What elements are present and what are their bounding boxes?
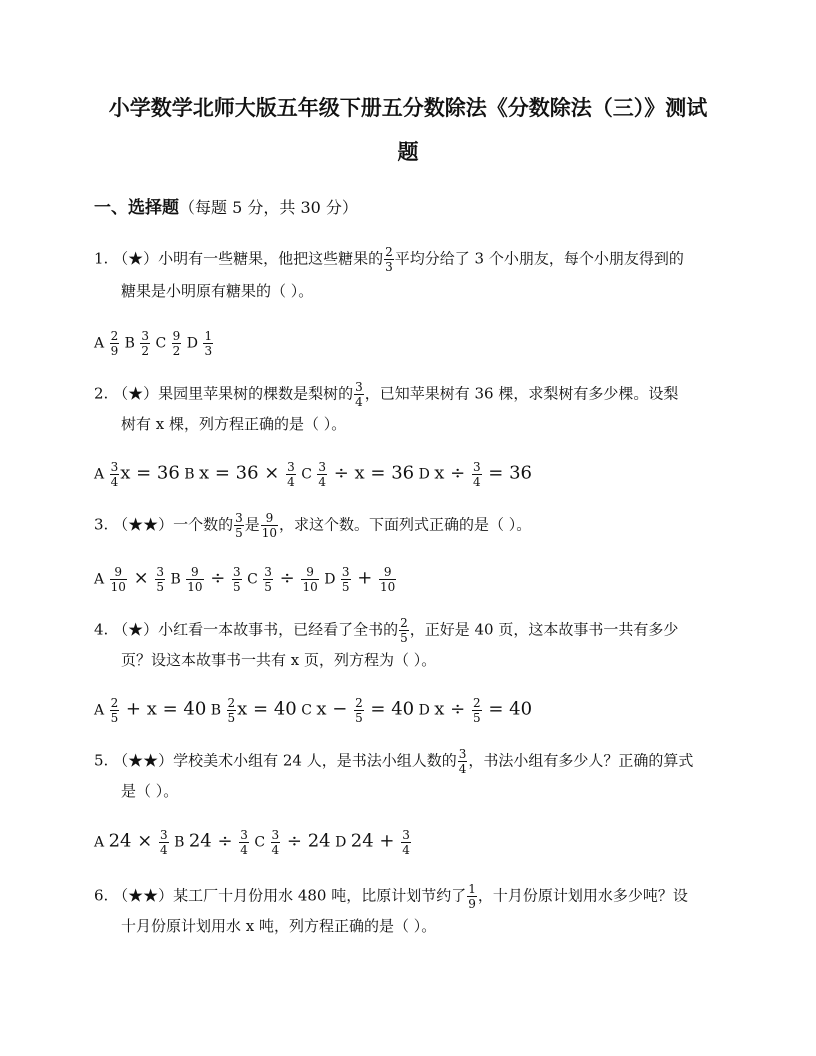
question-5-line — [94, 748, 693, 775]
fraction-numerator: 3 — [402, 828, 410, 842]
math-expression: x = 36 — [120, 462, 180, 484]
question-6-line — [94, 883, 688, 910]
question-6-line-cont — [121, 919, 436, 934]
fraction-denominator: 10 — [302, 580, 318, 594]
option-label: C — [296, 466, 317, 483]
fraction — [301, 566, 318, 593]
option-label: C — [296, 702, 317, 719]
fraction — [286, 461, 296, 488]
question-1-line — [94, 246, 684, 273]
fraction — [354, 697, 364, 724]
fraction — [110, 461, 120, 488]
option-label: A — [94, 571, 109, 588]
worksheet-title-line1: 小学数学北师大版五年级下册五分数除法《分数除法（三）》测试 — [108, 95, 708, 120]
question-text: 树有 x 棵，列方程正确的是（ ）。 — [121, 415, 347, 433]
fraction — [172, 330, 182, 357]
question-4-line — [94, 617, 678, 644]
option-label: D — [414, 702, 435, 719]
fraction — [271, 829, 281, 856]
fraction — [110, 330, 120, 357]
fraction — [232, 566, 242, 593]
option-label: A — [94, 466, 109, 483]
math-expression: 24 + — [350, 830, 401, 852]
fraction — [234, 512, 244, 539]
fraction — [399, 617, 409, 644]
math-expression: 24 ÷ — [188, 830, 239, 852]
fraction-numerator: 3 — [240, 828, 248, 842]
option-label: A — [94, 335, 109, 352]
fraction-denominator: 5 — [355, 711, 363, 725]
option-label: B — [166, 571, 186, 588]
fraction-denominator: 9 — [468, 897, 476, 911]
fraction — [227, 697, 237, 724]
fraction — [401, 829, 411, 856]
fraction — [110, 566, 127, 593]
math-expression: + x = 40 — [120, 698, 207, 720]
fraction-numerator: 3 — [355, 380, 363, 394]
fraction — [384, 246, 394, 273]
section-heading — [94, 193, 358, 218]
math-expression: x = 36 × — [199, 462, 286, 484]
option-label: D — [319, 571, 340, 588]
fraction — [239, 829, 249, 856]
option-label: D — [182, 335, 203, 352]
fraction — [472, 461, 482, 488]
fraction-numerator: 3 — [160, 828, 168, 842]
option-label: B — [169, 834, 189, 851]
section-points: （每题 5 分，共 30 分） — [179, 198, 358, 217]
fraction-denominator: 5 — [110, 711, 119, 725]
fraction-denominator: 4 — [160, 843, 168, 857]
fraction-denominator: 5 — [264, 580, 272, 594]
fraction-numerator: 9 — [261, 512, 278, 526]
fraction-denominator: 5 — [227, 711, 236, 725]
fraction-denominator: 10 — [110, 580, 126, 594]
fraction-denominator: 10 — [187, 580, 203, 594]
fraction-numerator: 9 — [110, 566, 127, 580]
option-label: B — [206, 702, 226, 719]
fraction-denominator: 5 — [156, 580, 165, 594]
question-text: 是 — [244, 515, 260, 534]
question-text: ，十月份原计划用水多少吨？设 — [477, 886, 688, 905]
math-expression: ÷ — [273, 567, 301, 589]
question-2-options — [94, 461, 532, 488]
question-text: 十月份原计划用水 x 吨，列方程正确的是（ ）。 — [121, 917, 437, 935]
fraction-numerator: 3 — [458, 747, 467, 761]
section-heading-text: 一、选择题 — [94, 198, 179, 218]
fraction — [159, 829, 169, 856]
fraction-numerator: 3 — [110, 460, 119, 474]
question-5-options — [94, 829, 412, 856]
fraction — [261, 512, 278, 539]
question-text: 1. （★）小明有一些糖果，他把这些糖果的 — [94, 249, 384, 268]
fraction-numerator: 9 — [186, 566, 203, 580]
math-expression: = 36 — [482, 462, 533, 484]
fraction — [186, 566, 203, 593]
math-expression: = 40 — [364, 698, 415, 720]
option-label: B — [179, 466, 199, 483]
question-4-options — [94, 697, 532, 724]
question-5-line-cont — [121, 784, 178, 799]
fraction-denominator: 2 — [172, 344, 181, 358]
fraction-denominator: 9 — [110, 344, 119, 358]
question-1-line-cont — [121, 284, 313, 299]
fraction-denominator: 4 — [110, 475, 119, 489]
fraction-denominator: 4 — [318, 475, 327, 489]
fraction — [155, 566, 165, 593]
fraction-denominator: 3 — [204, 344, 213, 358]
fraction-denominator: 2 — [141, 344, 150, 358]
option-label: C — [249, 834, 270, 851]
math-expression: ÷ — [204, 567, 232, 589]
fraction-denominator: 4 — [458, 762, 467, 776]
fraction-numerator: 3 — [287, 460, 295, 474]
math-expression: × — [127, 567, 155, 589]
fraction — [317, 461, 327, 488]
option-label: B — [120, 335, 140, 352]
math-expression: x = 40 — [237, 698, 297, 720]
fraction — [472, 697, 482, 724]
question-text: 2. （★）果园里苹果树的棵数是梨树的 — [94, 384, 354, 403]
question-text: 3. （★★）一个数的 — [94, 515, 234, 534]
question-text: ，已知苹果树有 36 棵，求梨树有多少棵。设梨 — [364, 384, 679, 403]
fraction-numerator: 3 — [341, 565, 350, 579]
option-label: D — [330, 834, 351, 851]
fraction — [341, 566, 351, 593]
fraction-denominator: 4 — [402, 843, 410, 857]
fraction-numerator: 2 — [110, 329, 119, 343]
question-text: ，书法小组有多少人？正确的算式 — [468, 751, 694, 770]
question-text: 4. （★）小红看一本故事书，已经看了全书的 — [94, 620, 399, 639]
fraction-denominator: 4 — [271, 843, 280, 857]
fraction-numerator: 1 — [204, 329, 213, 343]
fraction — [203, 330, 213, 357]
math-expression: + — [351, 567, 379, 589]
fraction-numerator: 3 — [472, 460, 481, 474]
math-expression: x ÷ — [434, 698, 471, 720]
fraction-numerator: 2 — [400, 616, 408, 630]
fraction — [379, 566, 396, 593]
question-text: 平均分给了 3 个小朋友，每个小朋友得到的 — [394, 249, 684, 268]
question-1-options — [94, 330, 214, 357]
question-text: 糖果是小明原有糖果的（ ）。 — [121, 282, 314, 300]
fraction-denominator: 4 — [287, 475, 295, 489]
fraction-denominator: 4 — [472, 475, 481, 489]
worksheet-title-line2: 题 — [397, 139, 419, 164]
question-2-line-cont — [121, 417, 346, 432]
fraction-numerator: 9 — [172, 329, 181, 343]
fraction-denominator: 10 — [261, 526, 278, 540]
fraction-denominator: 5 — [235, 526, 243, 540]
fraction-denominator: 5 — [233, 580, 241, 594]
fraction — [354, 381, 364, 408]
fraction — [110, 697, 120, 724]
fraction-denominator: 10 — [380, 580, 396, 594]
question-text: 页？设这本故事书一共有 x 页，列方程为（ ）。 — [121, 651, 437, 669]
fraction-denominator: 5 — [400, 631, 408, 645]
option-label: A — [94, 834, 109, 851]
fraction-numerator: 3 — [318, 460, 327, 474]
fraction-numerator: 2 — [227, 696, 236, 710]
fraction — [458, 748, 468, 775]
fraction-numerator: 3 — [271, 828, 280, 842]
question-3-line — [94, 512, 531, 539]
question-text: ，求这个数。下面列式正确的是（ ）。 — [279, 515, 532, 534]
fraction-numerator: 1 — [468, 882, 476, 896]
fraction-numerator: 3 — [233, 565, 241, 579]
fraction-numerator: 2 — [385, 245, 393, 259]
question-3-options — [94, 566, 397, 593]
math-expression: ÷ x = 36 — [328, 462, 415, 484]
option-label: C — [242, 571, 263, 588]
fraction-denominator: 4 — [355, 395, 363, 409]
math-expression: ÷ 24 — [281, 830, 331, 852]
math-expression: x − — [316, 698, 354, 720]
fraction-numerator: 9 — [379, 566, 396, 580]
fraction-numerator: 3 — [264, 565, 272, 579]
option-label: D — [414, 466, 435, 483]
question-text: 5. （★★）学校美术小组有 24 人，是书法小组人数的 — [94, 751, 457, 770]
question-4-line-cont — [121, 653, 436, 668]
fraction-numerator: 2 — [355, 696, 363, 710]
fraction-numerator: 3 — [141, 329, 150, 343]
option-label: C — [151, 335, 171, 352]
fraction — [140, 330, 150, 357]
fraction-numerator: 9 — [301, 566, 318, 580]
fraction-numerator: 2 — [472, 696, 481, 710]
fraction-denominator: 3 — [385, 260, 393, 274]
question-text: 是（ ）。 — [121, 782, 179, 800]
math-expression: 24 × — [108, 830, 158, 852]
fraction — [467, 883, 477, 910]
option-label: A — [94, 702, 109, 719]
fraction-numerator: 2 — [110, 696, 119, 710]
question-text: ，正好是 40 页，这本故事书一共有多少 — [409, 620, 679, 639]
fraction — [263, 566, 273, 593]
fraction-numerator: 3 — [156, 565, 165, 579]
fraction-denominator: 5 — [341, 580, 350, 594]
fraction-numerator: 3 — [235, 511, 243, 525]
question-text: 6. （★★）某工厂十月份用水 480 吨，比原计划节约了 — [94, 886, 467, 905]
question-2-line — [94, 381, 678, 408]
math-expression: = 40 — [482, 698, 533, 720]
math-expression: x ÷ — [434, 462, 471, 484]
fraction-denominator: 4 — [240, 843, 248, 857]
fraction-denominator: 5 — [472, 711, 481, 725]
